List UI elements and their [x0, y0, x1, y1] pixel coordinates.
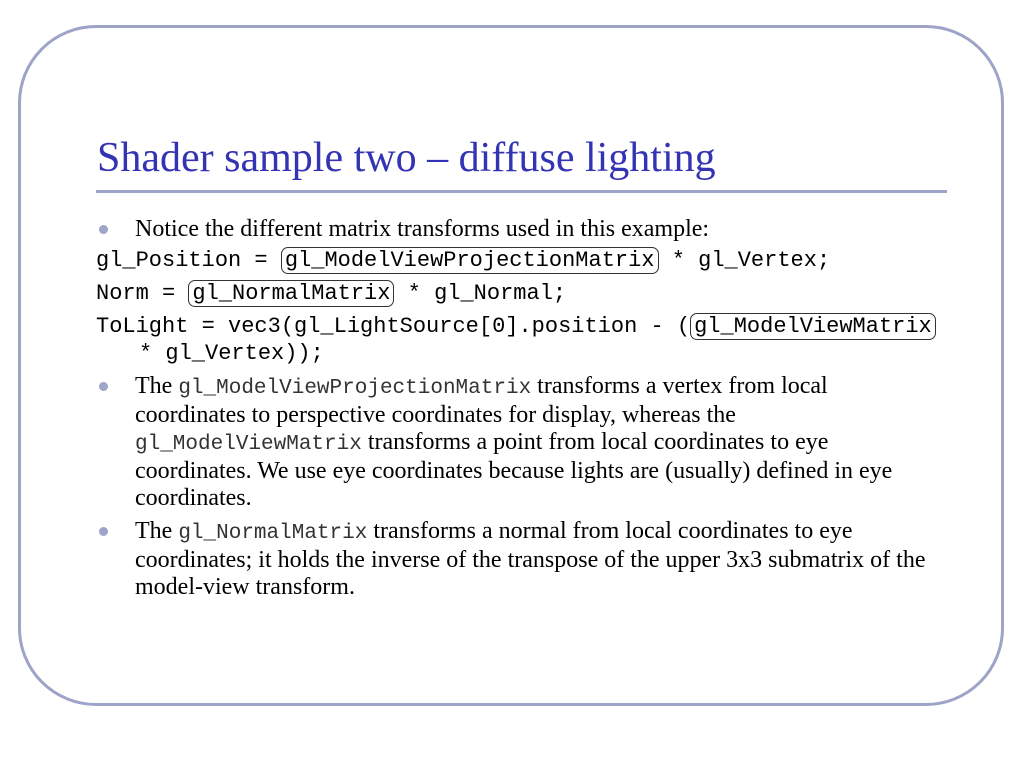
code-text: Norm =	[96, 281, 189, 306]
bullet-dot-icon	[99, 225, 108, 234]
bullet-text: transforms a normal from local coordinates to eye coordinates; it holds the inverse of the transpose of the upper 3x3 submatrix of the model-view transform.	[135, 518, 926, 600]
highlighted-matrix: gl_ModelViewMatrix	[690, 313, 936, 340]
highlighted-matrix: gl_NormalMatrix	[188, 280, 394, 307]
title-underline	[96, 190, 947, 193]
bullet-text: transforms a vertex from local coordinates to perspective coordinates for display, whereas the	[135, 373, 828, 428]
highlighted-matrix: gl_ModelViewProjectionMatrix	[281, 247, 659, 274]
slide-title: Shader sample two – diffuse lighting	[97, 135, 716, 181]
bullet-text: transforms a point from local coordinates to eye coordinates. We use eye coordinates because lights are (usually) defined in eye coordinates.	[135, 429, 893, 511]
bullet-item	[96, 518, 936, 601]
inline-code: gl_ModelViewProjectionMatrix	[178, 377, 532, 400]
bullet-dot-icon	[99, 382, 108, 391]
bullet-text: The	[135, 373, 179, 399]
inline-code: gl_NormalMatrix	[178, 522, 368, 545]
slide-body	[96, 216, 949, 607]
bullet-item	[96, 216, 936, 243]
code-text: * gl_Vertex));	[139, 314, 949, 366]
code-text: * gl_Normal;	[394, 281, 567, 306]
code-text: ToLight = vec3(gl_LightSource[0].position - (	[96, 314, 691, 339]
code-text: gl_Position =	[96, 248, 281, 273]
code-line-norm	[96, 280, 936, 307]
bullet-item	[96, 373, 936, 512]
inline-code: gl_ModelViewMatrix	[135, 433, 362, 456]
bullet-dot-icon	[99, 527, 108, 536]
bullet-text: The	[135, 518, 179, 544]
code-line-position	[96, 247, 936, 274]
bullet-text: Notice the different matrix transforms used in this example:	[135, 216, 710, 242]
code-text: * gl_Vertex;	[658, 248, 831, 273]
code-line-tolight	[96, 313, 949, 367]
